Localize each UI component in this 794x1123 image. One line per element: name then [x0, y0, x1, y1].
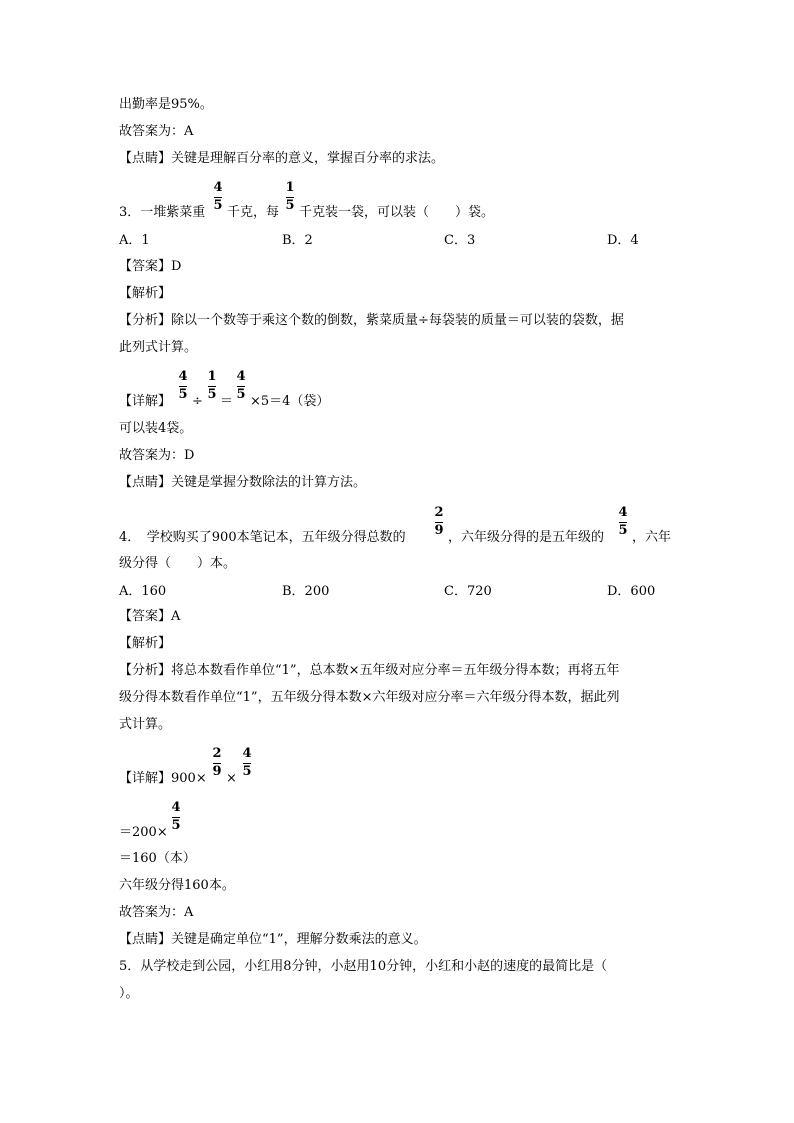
q4-option-b: B．200: [282, 584, 330, 599]
q3-analysis-title: 【解析】: [119, 286, 172, 301]
q4-analysis-title: 【解析】: [119, 636, 172, 651]
q3-option-b: B．2: [282, 233, 313, 248]
q2-answer-line: 故答案为：A: [119, 124, 194, 139]
q4-stem-a: 4． 学校购买了900本笔记本，五年级分得总数的: [119, 530, 406, 545]
q3-stem-c: 千克装一袋，可以装（ ）袋。: [299, 205, 495, 220]
q3-stem-a: 3．一堆紫菜重: [119, 205, 206, 220]
q4-detail-label: 【详解】900×: [119, 771, 207, 786]
q4-analysis-2: 级分得本数看作单位“1”，五年级分得本数×六年级对应分率＝六年级分得本数，据此列: [119, 690, 620, 705]
q4-answer-line: 故答案为：A: [119, 905, 194, 920]
q3-detail-equals: ＝: [220, 394, 234, 409]
q3-detail-tail: ×5＝4（袋）: [250, 394, 330, 409]
q4-detail-times: ×: [226, 771, 237, 786]
q3-option-d: D．4: [607, 233, 639, 248]
q3-answer: 【答案】D: [119, 259, 182, 274]
q4-stem-c: ，六年: [632, 530, 672, 545]
q3-option-a: A．1: [119, 233, 150, 248]
q4-answer: 【答案】A: [119, 609, 181, 624]
q5-stem: 5．从学校走到公园，小红用8分钟，小赵用10分钟，小红和小赵的速度的最简比是（: [119, 959, 608, 974]
q4-stem-d: 级分得（ ）本。: [119, 556, 237, 571]
q3-analysis-2: 此列式计算。: [119, 340, 198, 355]
q3-detail-divide: ÷: [192, 394, 203, 409]
q4-step-1-text: ＝200×: [119, 825, 168, 840]
q4-option-a: A．160: [119, 584, 167, 599]
q2-tip: 【点睛】关键是理解百分率的意义，掌握百分率的求法。: [119, 151, 445, 166]
q4-option-d: D．600: [607, 584, 656, 599]
q3-result: 可以装4袋。: [119, 421, 193, 436]
q5-stem-2: ）。: [119, 986, 139, 1001]
q4-analysis-3: 式计算。: [119, 717, 172, 732]
q4-analysis-1: 【分析】将总本数看作单位“1”，总本数×五年级对应分率＝五年级分得本数；再将五年: [119, 663, 620, 678]
q3-answer-line: 故答案为：D: [119, 448, 195, 463]
q4-tip: 【点睛】关键是确定单位“1”，理解分数乘法的意义。: [119, 932, 427, 947]
q4-result: 六年级分得160本。: [119, 878, 235, 893]
q4-option-c: C．720: [444, 584, 492, 599]
q2-attendance: 出勤率是95%。: [119, 97, 213, 112]
q3-tip: 【点睛】关键是掌握分数除法的计算方法。: [119, 475, 367, 490]
q3-stem-b: 千克，每: [227, 205, 280, 220]
q3-analysis: 【分析】除以一个数等于乘这个数的倒数，紫菜质量÷每袋装的质量＝可以装的袋数，据: [119, 313, 624, 328]
q3-option-c: C．3: [444, 233, 476, 248]
q3-detail-label: 【详解】: [119, 394, 172, 409]
q4-stem-b: ，六年级分得的是五年级的: [448, 530, 605, 545]
q4-step-2: ＝160（本）: [119, 851, 196, 866]
